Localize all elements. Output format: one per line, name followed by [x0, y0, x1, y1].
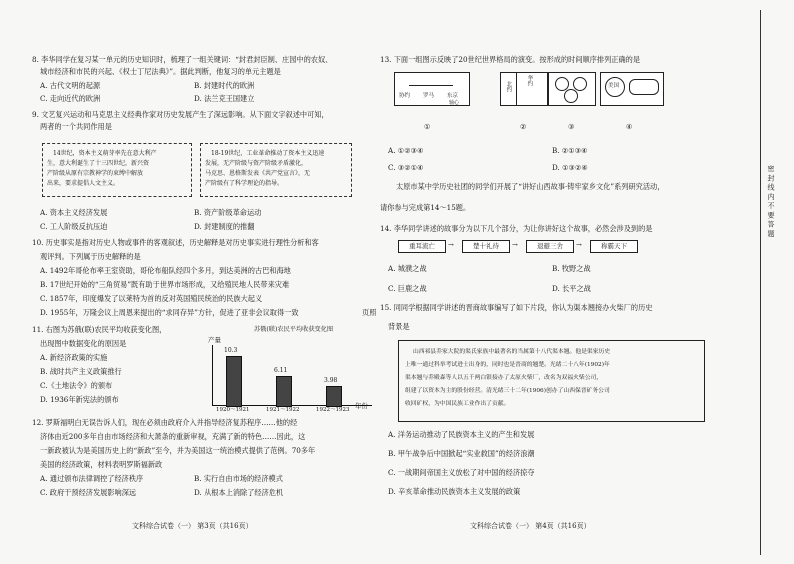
pic4-label: 美国	[608, 83, 620, 89]
q13-picture-2	[500, 72, 548, 106]
q13-pic-number: ①	[424, 123, 431, 131]
binding-char: 内	[767, 192, 775, 200]
flow-step-1: 重耳流亡	[398, 240, 446, 253]
q9-box2-line: 发展，无产阶级与资产阶级矛盾激化，	[205, 160, 308, 167]
q11-option-d: D. 1936年新宪法的颁布	[40, 395, 119, 404]
q11-stem-1: 11. 右图为苏俄(联)农民平均收获变化图，	[32, 325, 167, 334]
q9-option-d: D. 封建制度的推翻	[194, 222, 255, 231]
q8-option-c: C. 走向近代的欧洲	[40, 94, 101, 103]
q13-pic-number: ③	[568, 123, 575, 131]
q14-option-c: C. 巨鹿之战	[388, 284, 427, 293]
q9-option-c: C. 工人阶级反抗压迫	[40, 222, 108, 231]
q15-option-d: D. 辛亥革命推动民族资本主义发展的政策	[388, 487, 521, 496]
q12-option-a: A. 通过颁布法律调控了经济秩序	[40, 474, 144, 483]
q15-box-line: 山西祁县乔家大院的渠氏家族中最著名的当属第十八代渠本翘。他是渠家历史	[413, 349, 611, 355]
q10-option-b: B. 17世纪开始的“三角贸易”既有助于世界市场形成，又给殖民地人民带来灾难	[40, 280, 290, 289]
q8-stem-1: 8. 李华同学在复习某一单元的历史知识时，梳理了一组关键词：“封君封臣制、庄园中的农奴、	[32, 55, 333, 64]
q13-picture-1	[394, 72, 470, 106]
q13-stem: 13. 下面一组图示反映了20世纪世界格局的演变。按形成的时间顺序排列正确的是	[380, 55, 641, 64]
q10-option-d: D. 1955年，万隆会议上周恩来提出的“求同存异”方针，促进了亚非会议取得一致	[40, 308, 299, 317]
q9-option-a: A. 资本主义经济发展	[40, 208, 108, 217]
chart-title: 苏俄(联)农民平均收获变化图	[254, 326, 334, 333]
pic1-label: 东京	[447, 93, 459, 99]
binding-char: 封	[767, 174, 775, 182]
q15-option-c: C. 一战期间帝国主义放松了对中国的经济掠夺	[388, 468, 535, 477]
q15-material-box	[398, 340, 705, 422]
chart-data-label: 10.3	[224, 347, 238, 354]
q14-option-d: D. 长平之战	[552, 284, 591, 293]
q15-option-a: A. 洋务运动推动了民族资本主义的产生和发展	[388, 430, 535, 439]
q9-option-b: B. 资产阶级革命运动	[194, 208, 262, 217]
q12-stem-1: 12. 罗斯福明白无误告诉人们，现在必须由政府介入并指导经济复苏程序……他的经	[32, 418, 298, 427]
q13-picture-4	[600, 72, 664, 106]
q15-stem-1: 15. 同同学根据同学讲述的晋商故事编写了如下片段，你认为渠本翘接办火柴厂的历史	[380, 303, 653, 312]
q9-box2-line: 产阶级有了科学理论的指导。	[205, 180, 284, 187]
q9-material-box-1	[42, 143, 192, 197]
q14-option-b: B. 牧野之战	[552, 264, 591, 273]
q15-stem-2: 背景是	[388, 322, 410, 331]
q9-box1-line: 生，意大利诞生了十三四世纪，新兴资	[47, 160, 150, 167]
q9-box1-line: 14世纪，资本主义萌芽率先在意大利产	[53, 150, 157, 157]
flow-step-2: 楚十礼待	[462, 240, 510, 253]
intro-line-2: 请你参与完成第14～15题。	[380, 203, 471, 212]
flow-step-3: 退避三舍	[526, 240, 574, 253]
q10-option-a: A. 1492年哥伦布率王室资助，哥伦布船队经四个多月，到达美洲的古巴和海地	[40, 266, 291, 275]
q15-option-b: B. 甲午战争后中国掀起“实业救国”的经济浪潮	[388, 449, 535, 458]
q10-option-d-tail: 页照	[362, 308, 377, 317]
q9-box2-line: 18-19世纪，工业革命推动了资本主义迅速	[211, 150, 325, 157]
q13-pic-number: ②	[520, 123, 527, 131]
chart-bar	[226, 356, 242, 407]
q11-option-c: C.《土地法令》的颁布	[40, 381, 113, 390]
q9-box1-line: 产阶级从原有宗教神学的束缚中解放	[47, 170, 144, 177]
chart-tick-label: 1922～1923	[316, 407, 350, 413]
chart-tick-label: 1921～1922	[266, 407, 300, 413]
pic1-sublabel: 轴心	[449, 100, 460, 106]
q12-option-d: D. 从根本上消除了经济危机	[194, 488, 284, 497]
binding-text	[768, 165, 780, 237]
q13-option-c: C. ③②①④	[388, 163, 424, 172]
arrow-icon: →	[576, 241, 582, 249]
pic2-label: 华约	[526, 75, 533, 86]
q13-pic-number: ④	[626, 123, 633, 131]
q9-stem-2: 两者的一个共同作用是	[40, 122, 112, 131]
pic1-label: 协约	[399, 93, 411, 99]
q10-stem-1: 10. 历史事实是指对历史人物或事件的客观叙述，历史解释是对历史事实进行理性分析和客	[32, 238, 319, 247]
arrow-icon: →	[512, 241, 518, 249]
q9-box1-line: 出来，要求提倡人文主义。	[47, 180, 120, 187]
pic1-label: 罗马	[423, 93, 435, 99]
q15-box-line: 上唯一通过科举考试进士出身的，同时也是晋商的翘楚。光绪二十八年(1902)年	[405, 362, 610, 368]
q12-option-c: C. 政府干预经济发展影响深远	[40, 488, 137, 497]
q15-box-line: 组建了以资本为主的股份经营。清光绪三十二年(1906)创办了山西保晋矿务公司	[405, 388, 610, 394]
pic2-label: 北约	[505, 81, 512, 92]
binding-char: 要	[767, 211, 775, 219]
q10-option-c: C. 1857年，印度爆发了以莱特为首的反对英国殖民统治的民族大起义	[40, 294, 263, 303]
q14-option-a: A. 城濮之战	[388, 264, 427, 273]
chart-x-label: 年份	[355, 402, 368, 410]
q15-box-line: 收回矿权，为中国民族工业作出了贡献。	[405, 401, 510, 407]
q8-stem-2: 城市经济和市民的兴起、《权士丁尼法典》”。据此判断，他复习的单元主题是	[40, 67, 281, 76]
chart-y-label: 产量	[208, 336, 221, 344]
chart-data-label: 6.11	[274, 367, 288, 374]
q15-box-line: 渠本翘与乔殿森等人以五千两白银接办了太原火柴厂，改名为双福火柴公司，	[405, 375, 603, 381]
chart-bar	[326, 386, 342, 407]
q14-stem: 14. 李华同学讲述的故事分为以下几个部分，为让你讲好这个故事，必然会涉及到的是	[380, 224, 653, 233]
binding-char: 答	[767, 220, 775, 228]
q12-stem-3: 一新政被认为是美国历史上的“新政”至今，并为美国这一统治模式提供了范例。70多年	[40, 446, 316, 455]
chart-tick-label: 1920～1921	[216, 407, 250, 413]
q10-stem-2: 观评判。下列属于历史解释的是	[40, 252, 141, 261]
flow-step-4: 称霸天下	[590, 240, 638, 253]
q13-option-a: A. ①②③④	[388, 146, 424, 155]
q13-option-b: B. ②①③④	[552, 146, 588, 155]
q8-option-a: A. 古代文明的起源	[40, 81, 101, 90]
q12-option-b: B. 实行自由市场的经济模式	[194, 474, 283, 483]
left-page	[32, 0, 387, 564]
q9-box2-line: 马克思、恩格斯发表《共产党宣言》，无	[205, 170, 311, 177]
footer-page-4: 文科综合试卷（一） 第4页（共16页）	[470, 522, 591, 530]
q11-stem-2: 出现图中数据变化的原因是	[40, 339, 127, 348]
chart-bar	[276, 376, 292, 407]
right-page	[380, 0, 735, 564]
q13-picture-3	[548, 72, 596, 106]
binding-char: 密	[767, 165, 775, 172]
intro-line-1: 太原市某中学历史社团的同学们开展了“讲好山西故事·铸牢家乡文化”系列研究活动，	[396, 182, 665, 191]
q11-option-a: A. 新经济政策的实施	[40, 353, 108, 362]
binding-char: 不	[767, 201, 775, 209]
binding-char: 题	[767, 229, 775, 237]
q8-option-d: D. 法兰克王国建立	[194, 94, 255, 103]
q9-material-box-2	[200, 143, 352, 197]
binding-char: 线	[767, 183, 775, 191]
q8-option-b: B. 封建时代的欧洲	[194, 81, 255, 90]
q11-option-b: B. 战时共产主义政策推行	[40, 367, 122, 376]
q13-option-d: D. ①③②④	[552, 163, 588, 172]
chart-data-label: 3.98	[324, 377, 338, 384]
binding-line	[760, 10, 761, 555]
q12-stem-2: 济体由近200多年自由市场经济和大萧条的重新审视，充满了新的特色……因此，这	[40, 432, 306, 441]
footer-page-3: 文科综合试卷（一） 第3页（共16页）	[132, 522, 253, 530]
q12-stem-4: 美国的经济政策，材料表明罗斯福新政	[40, 460, 163, 469]
arrow-icon: →	[448, 241, 454, 249]
q9-stem-1: 9. 文艺复兴运动和马克思主义经典作家对历史发展产生了深远影响。从下面文字叙述中可知，	[32, 110, 329, 119]
y-axis	[212, 345, 213, 405]
